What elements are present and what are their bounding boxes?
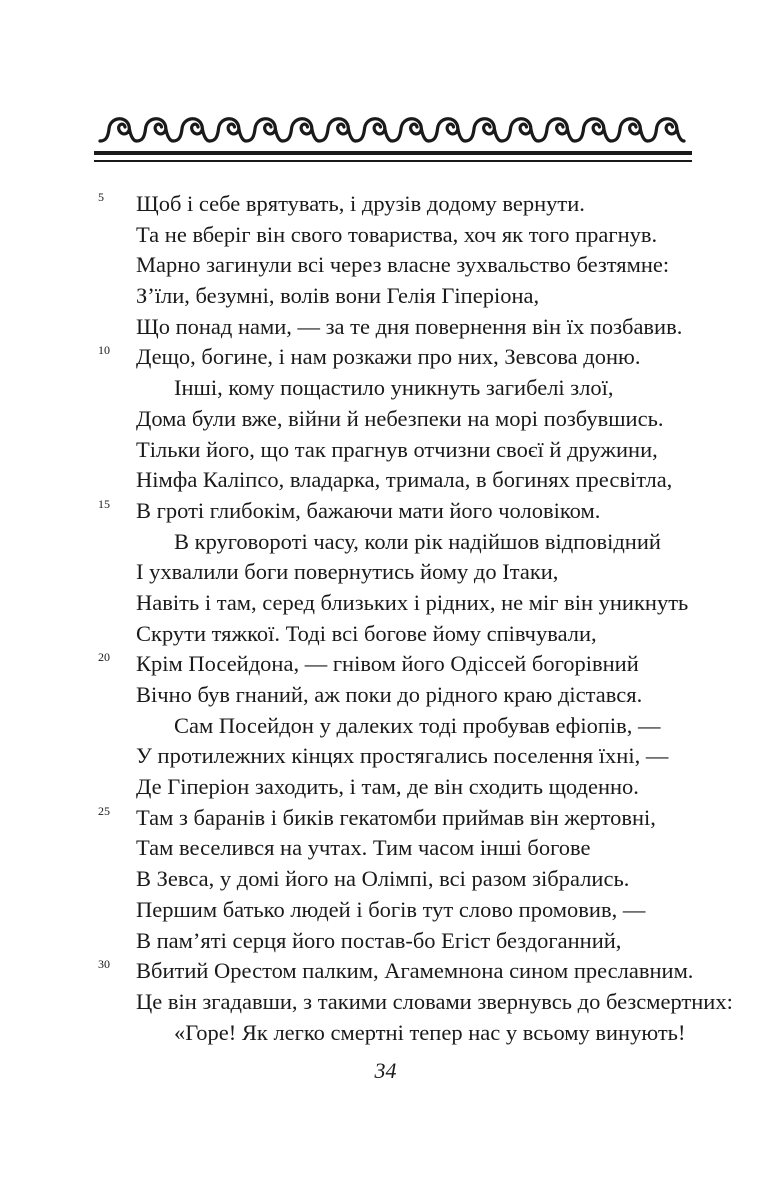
verse-text: Навіть і там, серед близьких і рідних, не міг він уникнуть bbox=[136, 589, 689, 615]
verse-text: Вбитий Орестом палким, Агамемнона сином преславним. bbox=[136, 958, 694, 984]
verse-line bbox=[0, 435, 771, 466]
verse-line bbox=[0, 220, 771, 251]
verse-line bbox=[0, 250, 771, 281]
verse-line bbox=[0, 711, 771, 742]
verse-text: Там з баранів і биків гекатомби приймав він жертовні, bbox=[136, 804, 656, 830]
verse-line bbox=[0, 588, 771, 619]
verse-text: Що понад нами, — за те дня повернення він їх позбавив. bbox=[136, 313, 683, 339]
verse-text: Інші, кому пощастило уникнуть загибелі злої, bbox=[174, 375, 614, 401]
wave-curl-icon bbox=[538, 119, 575, 141]
verse-line bbox=[0, 619, 771, 650]
wave-curl-icon bbox=[575, 119, 612, 141]
verse-text: В круговороті часу, коли рік надійшов відповідний bbox=[174, 528, 661, 554]
wave-curl-icon bbox=[356, 119, 393, 141]
verse-line bbox=[0, 926, 771, 957]
wave-curl-icon bbox=[648, 119, 685, 141]
verse-text: Скрути тяжкої. Тоді всі богове йому співчували, bbox=[136, 620, 597, 646]
verse-text: Німфа Каліпсо, владарка, тримала, в богинях пресвітла, bbox=[136, 467, 673, 493]
line-number: 25 bbox=[98, 803, 110, 818]
verse-line bbox=[0, 680, 771, 711]
verse-text: З’їли, безумні, волів вони Гелія Гіперіона, bbox=[136, 283, 540, 309]
verse-line bbox=[0, 987, 771, 1018]
verse-text: Дома були вже, війни й небезпеки на морі позбувшись. bbox=[136, 405, 664, 431]
wave-curl-icon bbox=[319, 119, 356, 141]
page-number: 34 bbox=[374, 1058, 397, 1083]
verse-line bbox=[0, 465, 771, 496]
wave-curl-icon bbox=[392, 119, 429, 141]
verse-line bbox=[0, 281, 771, 312]
border-rule-thin bbox=[94, 160, 692, 162]
verse-text: В Зевса, у домі його на Олімпі, всі разом зібрались. bbox=[136, 866, 630, 892]
verse-line bbox=[0, 342, 771, 373]
verse-line bbox=[0, 527, 771, 558]
verse-text: І ухвалили боги повернутись йому до Ітаки, bbox=[136, 559, 559, 585]
verse-line bbox=[0, 864, 771, 895]
wave-curl-icon bbox=[283, 119, 320, 141]
line-number: 20 bbox=[98, 650, 110, 665]
verse-line bbox=[0, 741, 771, 772]
verse-line bbox=[0, 312, 771, 343]
line-number: 15 bbox=[98, 496, 110, 511]
wave-curl-icon bbox=[137, 119, 174, 141]
poem-text bbox=[0, 189, 771, 1048]
wave-curl-icon bbox=[100, 119, 137, 141]
verse-text: Першим батько людей і богів тут слово промовив, — bbox=[136, 896, 646, 922]
verse-text: Тільки його, що так прагнув отчизни своєї й дружини, bbox=[136, 436, 658, 462]
verse-line bbox=[0, 833, 771, 864]
verse-text: У протилежних кінцях простягались поселення їхні, — bbox=[136, 743, 669, 769]
wave-curl-icon bbox=[611, 119, 648, 141]
verse-text: Сам Посейдон у далеких тоді пробував ефіопів, — bbox=[174, 712, 661, 738]
verse-line bbox=[0, 649, 771, 680]
verse-line bbox=[0, 496, 771, 527]
wave-curl-icon bbox=[465, 119, 502, 141]
verse-text: Марно загинули всі через власне зухвальство безтямне: bbox=[136, 252, 670, 278]
verse-line bbox=[0, 803, 771, 834]
wave-curl-icon bbox=[502, 119, 539, 141]
verse-line bbox=[0, 772, 771, 803]
line-number: 10 bbox=[98, 343, 110, 358]
verse-text: В гроті глибокім, бажаючи мати його чоловіком. bbox=[136, 497, 601, 523]
wave-curl-icon bbox=[429, 119, 466, 141]
verse-text: Крім Посейдона, — гнівом його Одіссей богорівний bbox=[136, 651, 639, 677]
verse-text: Щоб і себе врятувать, і друзів додому вернути. bbox=[136, 191, 585, 216]
verse-text: Вічно був гнаний, аж поки до рідного краю дістався. bbox=[136, 682, 643, 707]
line-number: 30 bbox=[98, 957, 110, 972]
verse-line bbox=[0, 895, 771, 926]
verse-line bbox=[0, 373, 771, 404]
wave-curl-icon bbox=[210, 119, 247, 141]
verse-line bbox=[0, 1018, 771, 1049]
verse-text: Там веселився на учтах. Тим часом інші богове bbox=[136, 835, 591, 861]
verse-line bbox=[0, 189, 771, 220]
verse-text: В пам’яті серця його постав-бо Егіст бездоганний, bbox=[136, 927, 622, 953]
verse-text: Де Гіперіон заходить, і там, де він сходить щоденно. bbox=[136, 774, 639, 800]
verse-text: Дещо, богине, і нам розкажи про них, Зевсова доню. bbox=[136, 344, 641, 370]
verse-text: «Горе! Як легко смертні тепер нас у всьому винують! bbox=[174, 1019, 686, 1045]
wave-curl-icon bbox=[246, 119, 283, 141]
wave-curl-icon bbox=[173, 119, 210, 141]
verse-text: Це він згадавши, з такими словами звернувсь до безсмертних: bbox=[136, 988, 733, 1014]
verse-line bbox=[0, 557, 771, 588]
verse-line bbox=[0, 956, 771, 987]
line-number: 5 bbox=[98, 190, 104, 204]
border-rule-thick bbox=[94, 151, 692, 155]
verse-line bbox=[0, 404, 771, 435]
verse-text: Та не вберіг він свого товариства, хоч як того прагнув. bbox=[136, 221, 658, 247]
greek-wave-border-icon bbox=[94, 103, 692, 167]
